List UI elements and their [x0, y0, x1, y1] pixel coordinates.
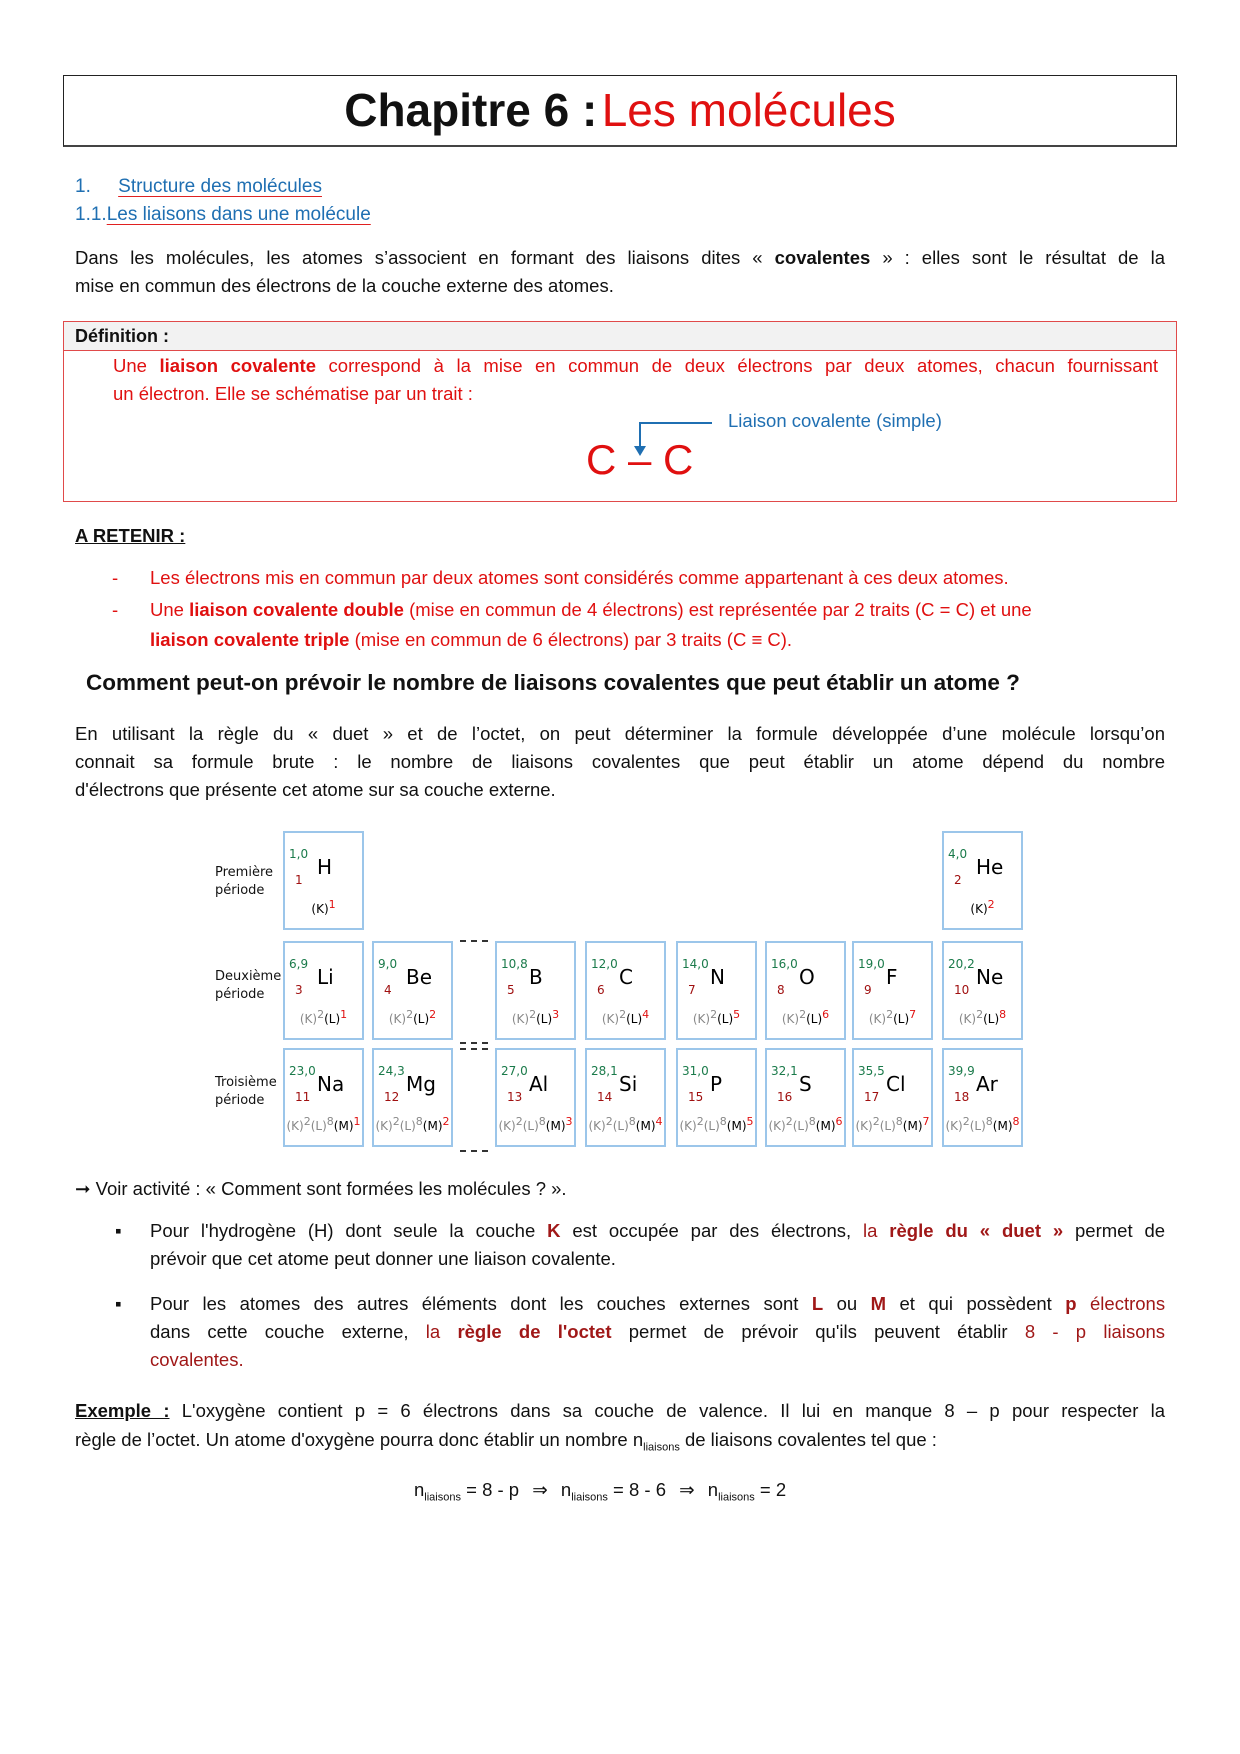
- shell-count: 2: [987, 898, 995, 911]
- section-label[interactable]: Structure des molécules: [118, 176, 322, 197]
- element-cell-Ne: [942, 941, 1023, 1040]
- bullet-2-line-2: dans cette couche externe, la règle de l'octet permet de prévoir qu'ils peuvent établir 8 - p liaisons: [150, 1321, 1166, 1342]
- para2-line-2: connait sa formule brute : le nombre de liaisons covalentes que peut établir un atome dépend du nombre: [75, 751, 1165, 772]
- shell-count: 2: [696, 1115, 704, 1128]
- atomic-mass: 12,0: [591, 957, 618, 971]
- shell-label: L: [797, 1119, 805, 1133]
- atomic-mass: 23,0: [289, 1064, 316, 1078]
- gap-dash: [460, 940, 488, 942]
- shell-label: M: [731, 1119, 742, 1133]
- para2-line-3: d'électrons que présente cet atome sur sa couche externe.: [75, 779, 556, 800]
- atomic-mass: 20,2: [948, 957, 975, 971]
- element-cell-H: [283, 831, 364, 930]
- element-symbol: F: [886, 965, 898, 989]
- shell-count: 5: [733, 1008, 741, 1021]
- shell-count: 2: [529, 1008, 537, 1021]
- shell-label: L: [987, 1012, 995, 1026]
- dash-marker: -: [112, 567, 119, 588]
- element-cell-Cl: [852, 1048, 933, 1147]
- section-heading-1[interactable]: [75, 176, 322, 198]
- definition-header: Définition :: [64, 322, 1176, 351]
- atomic-mass: 6,9: [289, 957, 309, 971]
- example-line-1: Exemple : L'oxygène contient p = 6 électrons dans sa couche de valence. Il lui en manque 8 – p pour respecter la: [75, 1400, 1165, 1421]
- electron-config: $(K)^2(L)^8(M)^7$: [855, 1115, 930, 1133]
- shell-count: 2: [619, 1008, 627, 1021]
- element-symbol: N: [710, 965, 725, 989]
- shell-count: 6: [835, 1115, 843, 1128]
- retenir-item-1: Les électrons mis en commun par deux atomes sont considérés comme appartenant à ces deux atomes.: [150, 567, 1009, 588]
- shell-count: 2: [710, 1008, 718, 1021]
- shell-label: M: [907, 1119, 918, 1133]
- element-symbol: Ne: [976, 965, 1004, 989]
- element-symbol: He: [976, 855, 1004, 879]
- dash-marker: -: [112, 599, 119, 620]
- shell-label: K: [316, 902, 324, 916]
- shell-label: K: [380, 1119, 389, 1133]
- shell-label: M: [427, 1119, 438, 1133]
- shell-label: M: [820, 1119, 831, 1133]
- shell-count: 2: [799, 1008, 807, 1021]
- atomic-mass: 1,0: [289, 847, 309, 861]
- example-line-2: règle de l’octet. Un atome d'oxygène pourra donc établir un nombre $n_{liaisons}$ de liaisons covalentes tel que :: [75, 1429, 937, 1454]
- row-label-2: Deuxième période: [215, 969, 282, 1002]
- atomic-number: 14: [597, 1090, 613, 1104]
- shell-count: 8: [326, 1115, 334, 1128]
- element-cell-Mg: [372, 1048, 453, 1147]
- shell-count: 4: [655, 1115, 663, 1128]
- section-number: 1.1.: [75, 204, 107, 225]
- shell-count: 8: [985, 1115, 993, 1128]
- shell-count: 2: [406, 1008, 414, 1021]
- shell-label: M: [640, 1119, 651, 1133]
- shell-label: L: [315, 1119, 323, 1133]
- shell-count: 2: [962, 1115, 970, 1128]
- atomic-mass: 24,3: [378, 1064, 405, 1078]
- atomic-mass: 14,0: [682, 957, 709, 971]
- shell-label: L: [721, 1012, 729, 1026]
- shell-label: L: [328, 1012, 336, 1026]
- row-label-3: Troisième période: [215, 1075, 277, 1108]
- shell-count: 8: [628, 1115, 636, 1128]
- shell-label: K: [503, 1119, 512, 1133]
- section-number: 1.: [75, 176, 91, 197]
- shell-count: 2: [785, 1115, 793, 1128]
- atomic-number: 12: [384, 1090, 400, 1104]
- para2-line-1: En utilisant la règle du « duet » et de l’octet, on peut déterminer la formule développée d’une molécule lorsqu’on: [75, 723, 1165, 744]
- chapter-title-box: [63, 75, 1177, 147]
- electron-config: $(K)^2(L)^8(M)^4$: [588, 1115, 663, 1133]
- shell-label: L: [897, 1012, 905, 1026]
- shell-label: L: [617, 1119, 625, 1133]
- electron-config: $(K)^2(L)^8(M)^3$: [498, 1115, 573, 1133]
- shell-label: M: [338, 1119, 349, 1133]
- electron-config: $(K)^2(L)^8(M)^6$: [768, 1115, 843, 1133]
- shell-count: 2: [317, 1008, 325, 1021]
- atomic-number: 8: [777, 983, 785, 997]
- definition-line-2: un électron. Elle se schématise par un trait :: [113, 383, 473, 404]
- shell-count: 2: [429, 1008, 437, 1021]
- element-cell-B: [495, 941, 576, 1040]
- shell-count: 7: [922, 1115, 930, 1128]
- atomic-mass: 10,8: [501, 957, 528, 971]
- atomic-mass: 4,0: [948, 847, 968, 861]
- diagram-label: Liaison covalente (simple): [728, 410, 942, 431]
- shell-label: L: [417, 1012, 425, 1026]
- element-symbol: B: [529, 965, 543, 989]
- atomic-mass: 19,0: [858, 957, 885, 971]
- element-symbol: Ar: [976, 1072, 998, 1096]
- element-cell-N: [676, 941, 757, 1040]
- shell-count: 2: [605, 1115, 613, 1128]
- shell-count: 2: [515, 1115, 523, 1128]
- shell-label: K: [393, 1012, 402, 1026]
- shell-count: 1: [340, 1008, 348, 1021]
- element-cell-Na: [283, 1048, 364, 1147]
- gap-dash: [460, 1042, 488, 1044]
- atomic-mass: 16,0: [771, 957, 798, 971]
- element-symbol: O: [799, 965, 815, 989]
- element-symbol: Mg: [406, 1072, 436, 1096]
- element-symbol: Si: [619, 1072, 638, 1096]
- element-cell-Si: [585, 1048, 666, 1147]
- shell-label: L: [527, 1119, 535, 1133]
- element-symbol: Be: [406, 965, 433, 989]
- bullet-2-line-1: Pour les atomes des autres éléments dont les couches externes sont L ou M et qui possèdent p électrons: [150, 1293, 1166, 1314]
- electron-config: $(K)^2(L)^4$: [601, 1008, 650, 1026]
- element-symbol: H: [317, 855, 333, 879]
- electron-config: $(K)^2(L)^8(M)^8$: [945, 1115, 1020, 1133]
- shell-count: 2: [303, 1115, 311, 1128]
- atomic-number: 2: [954, 873, 962, 887]
- atomic-number: 4: [384, 983, 392, 997]
- row-label-1: Première période: [215, 865, 273, 898]
- atomic-mass: 32,1: [771, 1064, 798, 1078]
- atomic-number: 15: [688, 1090, 704, 1104]
- shell-label: K: [773, 1119, 782, 1133]
- bullet-1-line-2: prévoir que cet atome peut donner une liaison covalente.: [150, 1248, 616, 1269]
- section-heading-1-1[interactable]: [75, 204, 371, 226]
- retenir-item-2-line-2: liaison covalente triple (mise en commun de 6 électrons) par 3 traits (C ≡ C).: [150, 629, 793, 650]
- implies-icon: ⇒: [532, 1479, 548, 1500]
- shell-count: 8: [538, 1115, 546, 1128]
- atomic-mass: 31,0: [682, 1064, 709, 1078]
- arrow-right-icon: ➞: [75, 1178, 91, 1199]
- shell-label: K: [516, 1012, 525, 1026]
- diagram-formula: C – C: [586, 436, 694, 483]
- shell-count: 2: [976, 1008, 984, 1021]
- definition-box: [63, 321, 1177, 502]
- atomic-number: 1: [295, 873, 303, 887]
- electron-config: $(K)^2(L)^6$: [781, 1008, 830, 1026]
- element-symbol: S: [799, 1072, 812, 1096]
- electron-config: $(K)^2(L)^8(M)^1$: [286, 1115, 361, 1133]
- element-cell-Be: [372, 941, 453, 1040]
- atomic-number: 16: [777, 1090, 793, 1104]
- shell-label: K: [593, 1119, 602, 1133]
- element-cell-O: [765, 941, 846, 1040]
- atomic-number: 17: [864, 1090, 880, 1104]
- implies-icon: ⇒: [679, 1479, 695, 1500]
- electron-config: $(K)^2(L)^7$: [868, 1008, 917, 1026]
- shell-label: L: [630, 1012, 638, 1026]
- element-symbol: Al: [529, 1072, 549, 1096]
- shell-count: 4: [642, 1008, 650, 1021]
- electron-config: $(K)^2(L)^5$: [692, 1008, 741, 1026]
- element-cell-P: [676, 1048, 757, 1147]
- atomic-mass: 9,0: [378, 957, 398, 971]
- atomic-number: 11: [295, 1090, 311, 1104]
- atomic-number: 18: [954, 1090, 970, 1104]
- shell-label: K: [684, 1119, 693, 1133]
- shell-count: 8: [808, 1115, 816, 1128]
- atomic-mass: 27,0: [501, 1064, 528, 1078]
- element-symbol: Cl: [886, 1072, 906, 1096]
- retenir-title: A RETENIR :: [75, 525, 186, 546]
- shell-label: M: [997, 1119, 1008, 1133]
- question-heading: Comment peut-on prévoir le nombre de liaisons covalentes que peut établir un atome ?: [86, 670, 1020, 695]
- electron-config: $(K)^2(L)^8(M)^2$: [375, 1115, 450, 1133]
- shell-count: 8: [999, 1008, 1007, 1021]
- element-cell-S: [765, 1048, 846, 1147]
- equation: $n_{liaisons} = 8 - p$ ⇒ $n_{liaisons} = 8 - 6$ ⇒ $n_{liaisons} = 2$: [414, 1479, 787, 1504]
- electron-config: $(K)^1$: [311, 898, 336, 916]
- element-cell-C: [585, 941, 666, 1040]
- shell-count: 8: [719, 1115, 727, 1128]
- shell-count: 2: [392, 1115, 400, 1128]
- retenir-item-2: Une liaison covalente double (mise en commun de 4 électrons) est représentée par 2 traits (C = C) et une: [150, 599, 1032, 620]
- shell-label: L: [884, 1119, 892, 1133]
- atomic-number: 9: [864, 983, 872, 997]
- shell-label: K: [963, 1012, 972, 1026]
- shell-count: 2: [886, 1008, 894, 1021]
- intro-line-2: mise en commun des électrons de la couche externe des atomes.: [75, 275, 614, 296]
- bullet-2-line-3: covalentes.: [150, 1349, 244, 1370]
- element-cell-Al: [495, 1048, 576, 1147]
- bullet-1-line-1: Pour l'hydrogène (H) dont seule la couche K est occupée par des électrons, la règle du « duet » permet de: [150, 1220, 1166, 1241]
- electron-config: $(K)^2(L)^3$: [511, 1008, 560, 1026]
- shell-count: 5: [746, 1115, 754, 1128]
- element-symbol: C: [619, 965, 633, 989]
- shell-label: K: [873, 1012, 882, 1026]
- shell-label: L: [708, 1119, 716, 1133]
- section-label[interactable]: Les liaisons dans une molécule: [106, 204, 371, 225]
- shell-label: L: [974, 1119, 982, 1133]
- shell-label: K: [304, 1012, 313, 1026]
- electron-config: $(K)^2(L)^8$: [958, 1008, 1007, 1026]
- chapter-number: Chapitre 6 :: [344, 84, 598, 136]
- shell-count: 3: [565, 1115, 573, 1128]
- element-symbol: Na: [317, 1072, 345, 1096]
- element-cell-F: [852, 941, 933, 1040]
- shell-count: 3: [552, 1008, 560, 1021]
- shell-label: K: [975, 902, 983, 916]
- atomic-mass: 39,9: [948, 1064, 975, 1078]
- shell-label: K: [950, 1119, 959, 1133]
- shell-label: K: [291, 1119, 300, 1133]
- atomic-number: 7: [688, 983, 696, 997]
- shell-label: K: [860, 1119, 869, 1133]
- shell-label: L: [540, 1012, 548, 1026]
- electron-config: $(K)^2(L)^8(M)^5$: [679, 1115, 754, 1133]
- shell-count: 8: [415, 1115, 423, 1128]
- atomic-mass: 35,5: [858, 1064, 885, 1078]
- electron-config: $(K)^2(L)^1$: [299, 1008, 348, 1026]
- shell-count: 2: [872, 1115, 880, 1128]
- element-symbol: Li: [317, 965, 334, 989]
- atomic-number: 13: [507, 1090, 523, 1104]
- element-cell-Ar: [942, 1048, 1023, 1147]
- shell-count: 8: [895, 1115, 903, 1128]
- element-cell-He: [942, 831, 1023, 930]
- definition-line-1: Une liaison covalente correspond à la mise en commun de deux électrons par deux atomes, chacun fournissant: [113, 355, 1158, 376]
- shell-count: 6: [822, 1008, 830, 1021]
- shell-label: L: [404, 1119, 412, 1133]
- electron-config: $(K)^2(L)^2$: [388, 1008, 437, 1026]
- gap-dash: [460, 1048, 488, 1050]
- element-symbol: P: [710, 1072, 723, 1096]
- shell-count: 7: [909, 1008, 917, 1021]
- gap-dash: [460, 1150, 488, 1152]
- shell-count: 8: [1012, 1115, 1020, 1128]
- intro-line-1: Dans les molécules, les atomes s’associent en formant des liaisons dites « covalentes » : elles sont le résultat de la: [75, 247, 1166, 268]
- atomic-number: 5: [507, 983, 515, 997]
- atomic-number: 3: [295, 983, 303, 997]
- shell-label: K: [606, 1012, 615, 1026]
- atomic-number: 6: [597, 983, 605, 997]
- element-cell-Li: [283, 941, 364, 1040]
- shell-count: 2: [442, 1115, 450, 1128]
- activity-line[interactable]: ➞ Voir activité : « Comment sont formées les molécules ? ».: [75, 1178, 567, 1199]
- atomic-mass: 28,1: [591, 1064, 618, 1078]
- shell-label: K: [697, 1012, 706, 1026]
- shell-label: K: [786, 1012, 795, 1026]
- electron-config: $(K)^2$: [970, 898, 995, 916]
- shell-count: 1: [353, 1115, 361, 1128]
- bullet-icon: ▪: [115, 1220, 122, 1241]
- shell-count: 1: [328, 898, 336, 911]
- bullet-icon: ▪: [115, 1293, 122, 1314]
- atomic-number: 10: [954, 983, 970, 997]
- shell-label: M: [550, 1119, 561, 1133]
- shell-label: L: [810, 1012, 818, 1026]
- chapter-title: Les molécules: [601, 84, 896, 136]
